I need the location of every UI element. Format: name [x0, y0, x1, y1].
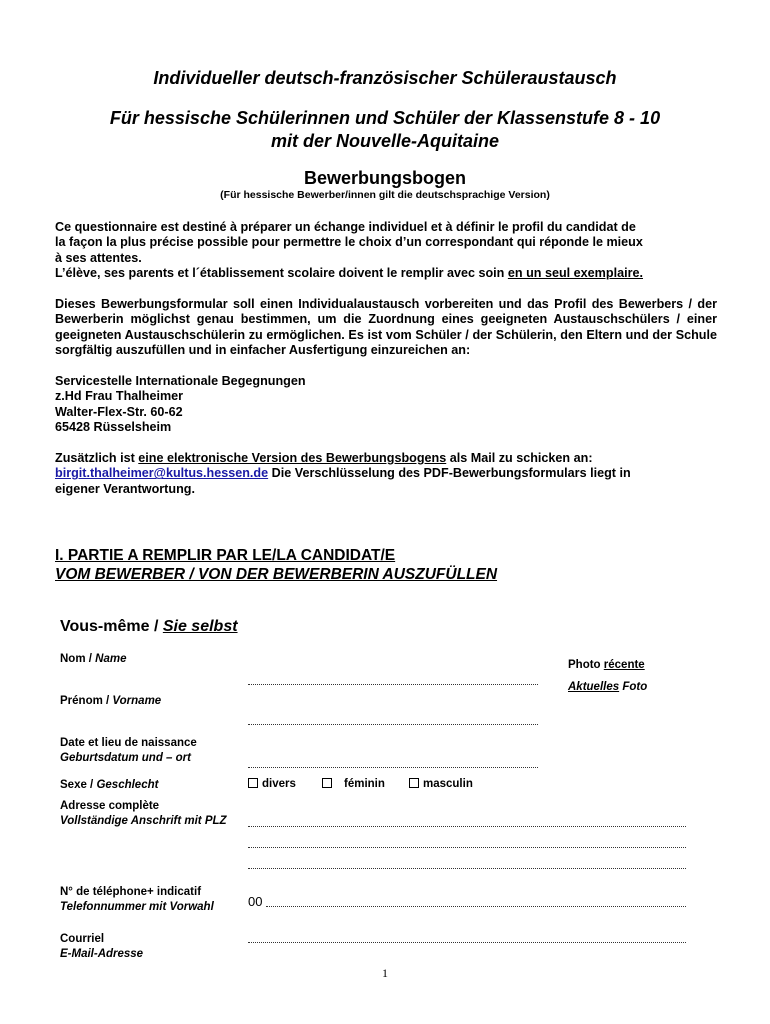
sex-option-masculin-label: masculin — [423, 778, 473, 790]
photo-current: Aktuelles — [568, 681, 620, 693]
name-label — [60, 652, 240, 667]
encryption-note: Die Verschlüsselung des PDF-Bewerbungsformulars liegt in — [268, 466, 631, 481]
address-field-line2[interactable] — [248, 847, 686, 848]
address-block — [55, 374, 717, 436]
name-label-fr: Nom / — [60, 653, 96, 665]
firstname-field[interactable] — [248, 724, 538, 725]
form-title: Bewerbungsbogen — [303, 168, 466, 188]
address-field-line3[interactable] — [248, 868, 686, 869]
intro-fr-line4-text: L’élève, ses parents et l´établissement scolaire doivent le remplir avec soin — [55, 266, 508, 281]
document-title: Individueller deutsch-französischer Schüleraustausch — [153, 68, 617, 88]
phone-label — [60, 885, 240, 915]
sex-option-divers[interactable] — [248, 778, 296, 790]
address-label — [60, 799, 235, 829]
document-subtitle-line1: Für hessische Schülerinnen und Schüler der Klassenstufe 8 - 10 — [109, 108, 661, 128]
form-subtitle: (Für hessische Bewerber/innen gilt die deutschsprachige Version) — [220, 189, 550, 201]
electronic-line1 — [55, 451, 717, 466]
subsection-heading-de: Sie selbst — [162, 618, 238, 635]
firstname-label-de: Vorname — [112, 695, 162, 707]
checkbox-feminin[interactable] — [322, 778, 332, 788]
birth-label-de: Geburtsdatum und – ort — [60, 752, 191, 764]
intro-fr-line1: Ce questionnaire est destiné à préparer un échange individuel et à définir le profil du candidat de — [55, 220, 636, 234]
sex-label-fr: Sexe / — [60, 779, 97, 791]
birth-field[interactable] — [248, 767, 538, 768]
firstname-label-fr: Prénom / — [60, 695, 113, 707]
intro-fr-line2: la façon la plus précise possible pour permettre le choix d’un correspondant qui réponde le mieux — [55, 235, 643, 250]
birth-label — [60, 736, 240, 766]
email-label-de: E-Mail-Adresse — [60, 948, 144, 960]
section-heading-de: VOM BEWERBER / VON DER BEWERBERIN AUSZUFÜLLEN — [55, 566, 498, 583]
address-line4: 65428 Rüsselsheim — [55, 420, 172, 435]
intro-german: Dieses Bewerbungsformular soll einen Individualaustausch vorbereiten und das Profil des Bewerbers / der Bewerberin möglichst genau bestimmen, um die Zuordnung eines geeigneten Austauschschülers / einer geeigneten Austauschschülerin zu ermöglichen. Es ist vom Schüler / der Schülerin, den Eltern und der Schule sorgfältig auszufüllen und in einfacher Ausfertigung einzureichen an: — [55, 297, 717, 358]
address-label-de: Vollständige Anschrift mit PLZ — [60, 815, 227, 827]
phone-field[interactable] — [266, 906, 686, 907]
phone-prefix: 00 — [248, 894, 263, 909]
electronic-line3: eigener Verantwortung. — [55, 481, 195, 496]
email-field[interactable] — [248, 942, 686, 943]
phone-label-fr: N° de téléphone+ indicatif — [60, 886, 202, 898]
electronic-line2 — [55, 466, 717, 481]
checkbox-masculin[interactable] — [409, 778, 419, 788]
checkbox-divers[interactable] — [248, 778, 258, 788]
section-heading — [55, 546, 497, 584]
sex-option-divers-label: divers — [262, 778, 296, 790]
photo-label-de-text: Foto — [619, 681, 648, 693]
address-field-line1[interactable] — [248, 826, 686, 827]
sex-label-de: Geschlecht — [96, 779, 159, 791]
section-heading-fr: I. PARTIE A REMPLIR PAR LE/LA CANDIDAT/E — [55, 547, 396, 564]
document-subtitle-line2: mit der Nouvelle-Aquitaine — [270, 131, 500, 151]
address-line2: z.Hd Frau Thalheimer — [55, 389, 184, 404]
sex-label — [60, 778, 240, 793]
address-line1: Servicestelle Internationale Begegnungen — [55, 374, 306, 388]
email-label — [60, 932, 240, 962]
sex-option-masculin[interactable] — [409, 778, 473, 790]
birth-label-fr: Date et lieu de naissance — [60, 737, 197, 749]
sex-option-feminin-label: féminin — [344, 778, 385, 790]
electronic-version-text: eine elektronische Version des Bewerbungsbogens — [138, 451, 447, 465]
subsection-heading-fr: Vous-même / — [60, 618, 163, 635]
email-label-fr: Courriel — [60, 933, 105, 945]
intro-fr-single-copy: en un seul exemplaire. — [507, 266, 643, 281]
photo-label-fr — [568, 659, 645, 671]
email-link[interactable]: birgit.thalheimer@kultus.hessen.de — [55, 466, 269, 481]
photo-recent: récente — [603, 659, 645, 671]
intro-fr-line3: à ses attentes. — [55, 250, 142, 265]
address-label-fr: Adresse complète — [60, 800, 160, 812]
electronic-note — [55, 451, 717, 497]
sex-option-feminin[interactable] — [322, 778, 385, 790]
photo-label-de — [568, 681, 647, 693]
firstname-label — [60, 694, 240, 709]
intro-fr-line4 — [55, 266, 717, 281]
name-label-de: Name — [95, 653, 127, 665]
intro-french — [55, 220, 717, 282]
electronic-suffix: als Mail zu schicken an: — [446, 451, 593, 465]
subsection-heading — [60, 618, 238, 636]
name-field[interactable] — [248, 684, 538, 685]
page-number: 1 — [382, 966, 388, 980]
address-line3: Walter-Flex-Str. 60-62 — [55, 404, 183, 419]
electronic-prefix: Zusätzlich ist — [55, 451, 139, 465]
phone-label-de: Telefonnummer mit Vorwahl — [60, 901, 214, 913]
photo-label-fr-text: Photo — [568, 659, 604, 671]
